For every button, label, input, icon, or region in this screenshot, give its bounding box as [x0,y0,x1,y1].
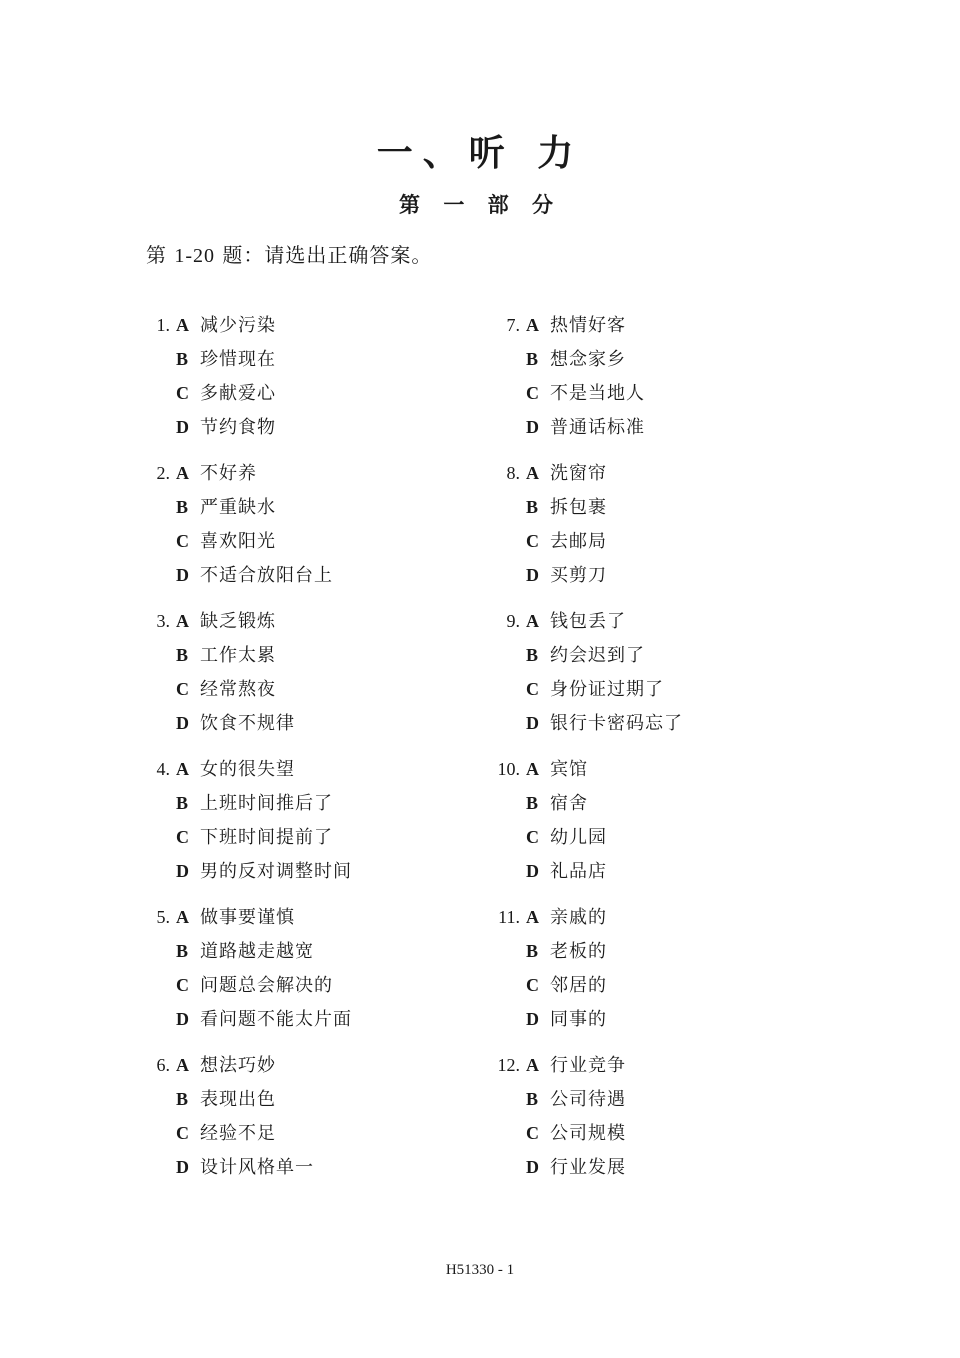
question-7 [492,313,822,453]
option-b[interactable] [176,791,333,815]
question-11 [492,905,822,1045]
option-letter: D [526,565,539,585]
option-text: 买剪刀 [550,565,607,586]
question-number: 12. [497,1055,520,1075]
option-text: 表现出色 [200,1089,276,1110]
option-text: 工作太累 [200,645,276,666]
option-text: 普通话标准 [550,417,645,438]
option-text: 行业发展 [550,1157,626,1178]
option-text: 看问题不能太片面 [200,1009,352,1030]
option-text: 行业竞争 [550,1055,626,1076]
option-letter: A [526,315,539,335]
option-text: 严重缺水 [200,497,276,518]
option-letter: C [176,827,189,847]
option-b[interactable] [176,643,276,667]
option-letter: A [526,463,539,483]
option-letter: A [176,463,189,483]
option-letter: C [526,679,539,699]
option-letter: D [526,713,539,733]
option-text: 拆包裹 [550,497,607,518]
option-letter: A [176,759,189,779]
option-text: 珍惜现在 [200,349,276,370]
option-text: 不好养 [200,463,257,484]
question-4 [142,757,472,897]
option-letter: A [526,759,539,779]
option-letter: A [526,1055,539,1075]
question-number: 5. [156,907,170,927]
question-3 [142,609,472,749]
option-text: 公司规模 [550,1123,626,1144]
question-8 [492,461,822,601]
option-text: 不是当地人 [550,383,645,404]
option-c[interactable] [526,973,607,997]
option-text: 公司待遇 [550,1089,626,1110]
option-text: 老板的 [550,941,607,962]
option-text: 喜欢阳光 [200,531,276,552]
option-b[interactable] [176,495,276,519]
option-c[interactable] [176,529,276,553]
instruction-prefix: 第 [146,243,175,267]
option-b[interactable] [526,347,626,371]
option-letter: B [176,349,189,369]
option-b[interactable] [176,939,314,963]
question-number: 1. [156,315,170,335]
option-letter: D [526,1009,539,1029]
option-text: 去邮局 [550,531,607,552]
option-letter: B [176,1089,189,1109]
option-text: 做事要谨慎 [200,907,295,928]
option-letter: D [176,861,189,881]
option-letter: B [526,645,539,665]
question-number: 8. [506,463,520,483]
option-text: 多献爱心 [200,383,276,404]
option-letter: B [526,793,539,813]
option-a[interactable] [176,313,276,337]
option-d[interactable] [176,859,352,883]
option-letter: A [176,315,189,335]
option-text: 女的很失望 [200,759,295,780]
question-number: 4. [156,759,170,779]
option-text: 幼儿园 [550,827,607,848]
option-text: 身份证过期了 [550,679,664,700]
option-text: 洗窗帘 [550,463,607,484]
option-a[interactable] [176,461,257,485]
instruction-suffix: 题：请选出正确答案。 [215,243,433,267]
option-d[interactable] [176,711,295,735]
option-letter: A [526,907,539,927]
option-text: 节约食物 [200,417,276,438]
instruction-text [146,240,432,271]
option-text: 礼品店 [550,861,607,882]
part-title: 第 一 部 分 [399,193,561,217]
option-a[interactable] [526,1053,626,1077]
option-letter: C [176,383,189,403]
option-text: 约会迟到了 [550,645,645,666]
option-text: 不适合放阳台上 [200,565,333,586]
option-letter: D [176,565,189,585]
option-c[interactable] [526,529,607,553]
option-b[interactable] [526,495,607,519]
option-b[interactable] [176,1087,276,1111]
option-letter: B [526,1089,539,1109]
option-d[interactable] [176,1155,314,1179]
question-10 [492,757,822,897]
option-letter: C [526,1123,539,1143]
option-letter: D [526,1157,539,1177]
option-letter: A [176,611,189,631]
option-letter: C [176,531,189,551]
option-text: 减少污染 [200,315,276,336]
option-text: 缺乏锻炼 [200,611,276,632]
option-text: 设计风格单一 [200,1157,314,1178]
option-c[interactable] [526,677,664,701]
question-9 [492,609,822,749]
option-text: 亲戚的 [550,907,607,928]
option-letter: B [526,941,539,961]
option-c[interactable] [176,677,276,701]
option-letter: A [526,611,539,631]
option-text: 邻居的 [550,975,607,996]
option-text: 热情好客 [550,315,626,336]
option-letter: D [176,713,189,733]
option-b[interactable] [526,643,645,667]
option-text: 道路越走越宽 [200,941,314,962]
option-text: 宾馆 [550,759,588,780]
option-text: 同事的 [550,1009,607,1030]
option-c[interactable] [526,381,645,405]
option-letter: B [176,941,189,961]
option-letter: C [526,975,539,995]
option-text: 经常熬夜 [200,679,276,700]
instruction-range: 1-20 [174,245,216,267]
question-number: 3. [156,611,170,631]
option-b[interactable] [176,347,276,371]
option-letter: C [526,383,539,403]
option-a[interactable] [176,905,295,929]
option-c[interactable] [176,1121,276,1145]
question-2 [142,461,472,601]
option-letter: D [176,1009,189,1029]
question-number: 10. [497,759,520,779]
option-a[interactable] [526,313,626,337]
option-text: 饮食不规律 [200,713,295,734]
question-number: 2. [156,463,170,483]
question-number: 11. [498,907,520,927]
option-c[interactable] [176,825,333,849]
option-letter: C [176,1123,189,1143]
option-c[interactable] [526,1121,626,1145]
option-a[interactable] [176,609,276,633]
option-letter: D [526,861,539,881]
option-letter: B [176,645,189,665]
page-footer: H51330 - 1 [445,1262,515,1278]
option-text: 银行卡密码忘了 [550,713,683,734]
option-letter: B [526,497,539,517]
option-c[interactable] [526,825,607,849]
option-text: 问题总会解决的 [200,975,333,996]
option-letter: C [176,679,189,699]
option-d[interactable] [526,711,683,735]
option-text: 想法巧妙 [200,1055,276,1076]
option-d[interactable] [176,563,333,587]
option-c[interactable] [176,973,333,997]
option-a[interactable] [526,905,607,929]
option-b[interactable] [526,791,588,815]
option-b[interactable] [526,939,607,963]
option-letter: C [526,827,539,847]
option-d[interactable] [526,1007,607,1031]
option-letter: B [176,793,189,813]
question-12 [492,1053,822,1193]
option-letter: D [526,417,539,437]
option-text: 上班时间推后了 [200,793,333,814]
option-a[interactable] [176,1053,276,1077]
option-d[interactable] [176,415,276,439]
option-text: 想念家乡 [550,349,626,370]
section-title: 一、听 力 [376,133,584,174]
option-d[interactable] [176,1007,352,1031]
question-number: 7. [506,315,520,335]
option-a[interactable] [176,757,295,781]
question-6 [142,1053,472,1193]
question-5 [142,905,472,1045]
option-c[interactable] [176,381,276,405]
option-a[interactable] [526,609,626,633]
option-d[interactable] [526,563,607,587]
option-d[interactable] [526,859,607,883]
option-b[interactable] [526,1087,626,1111]
option-text: 下班时间提前了 [200,827,333,848]
question-number: 9. [506,611,520,631]
option-letter: D [176,417,189,437]
option-text: 宿舍 [550,793,588,814]
option-d[interactable] [526,1155,626,1179]
option-letter: A [176,1055,189,1075]
option-text: 经验不足 [200,1123,276,1144]
question-1 [142,313,472,453]
option-letter: D [176,1157,189,1177]
option-d[interactable] [526,415,645,439]
option-letter: B [176,497,189,517]
option-text: 钱包丢了 [550,611,626,632]
option-letter: A [176,907,189,927]
question-number: 6. [156,1055,170,1075]
option-letter: B [526,349,539,369]
option-text: 男的反对调整时间 [200,861,352,882]
option-a[interactable] [526,757,588,781]
option-a[interactable] [526,461,607,485]
option-letter: C [176,975,189,995]
option-letter: C [526,531,539,551]
